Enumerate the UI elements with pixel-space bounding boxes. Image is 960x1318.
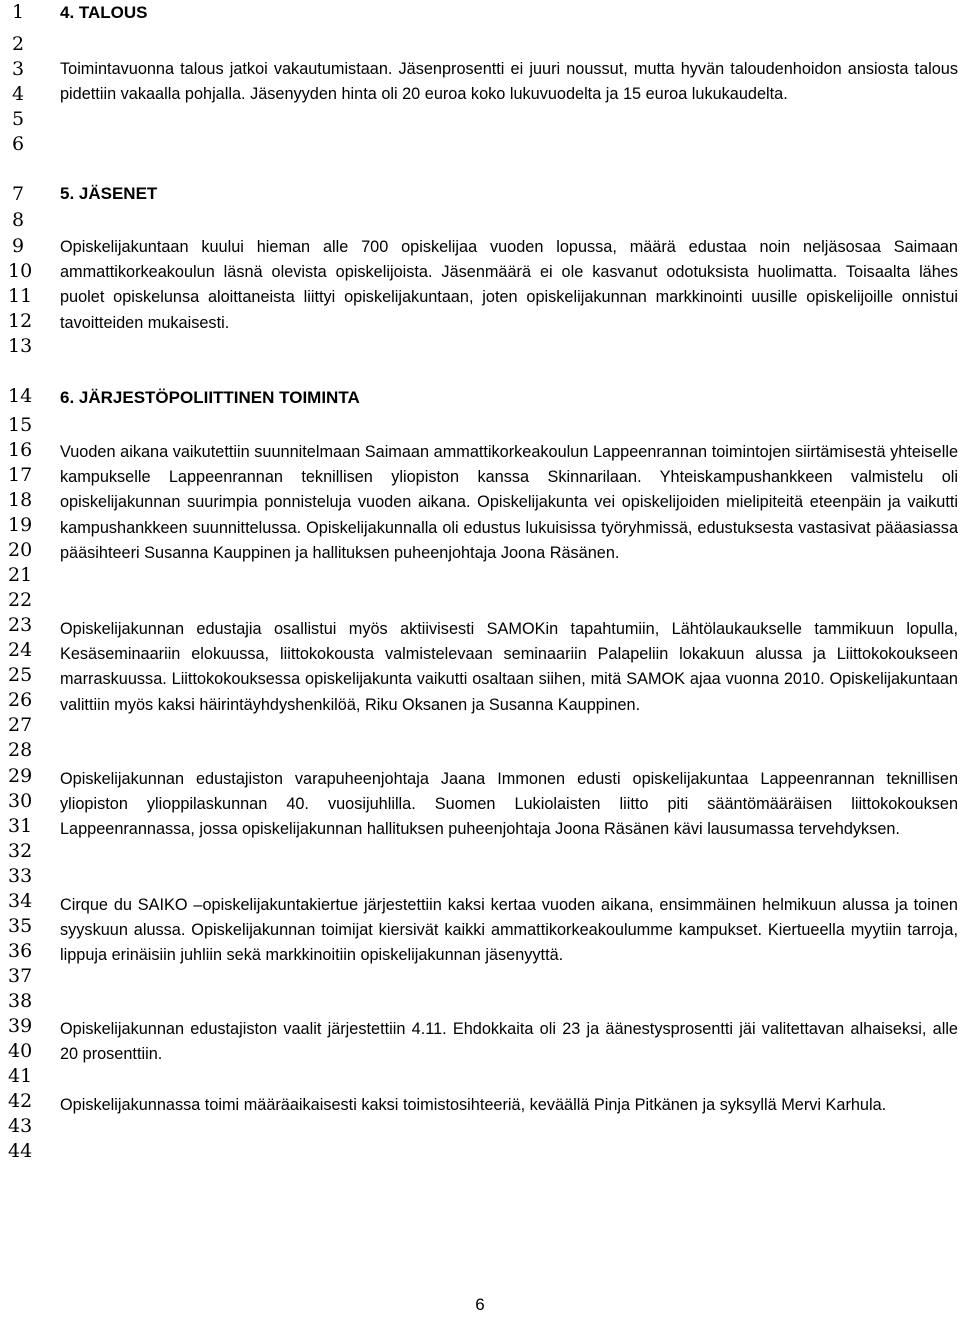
- line-number: 37: [8, 965, 33, 987]
- line-number: 12: [8, 310, 33, 332]
- line-number: 24: [8, 639, 33, 661]
- line-number: 28: [8, 739, 33, 761]
- line-number: 13: [8, 335, 33, 357]
- page-number: 6: [475, 1295, 485, 1314]
- paragraph-kiertue: Cirque du SAIKO –opiskelijakuntakiertue järjestettiin kaksi kertaa vuoden aikana, ensimmäinen helmikuun alussa ja toinen syyskuun alussa. Opiskelijakunnan toimijat kiersivät kaikki ammattikorkeakoulumme kampukset. Kiertueella myytiin tarroja, lippuja erinäisiin juhliin sekä markkinoitiin opiskelijakunnan jäsenyyttä.: [60, 896, 958, 965]
- line-number: 23: [8, 614, 33, 636]
- line-number: 44: [8, 1140, 33, 1162]
- line-number: 33: [8, 865, 33, 887]
- line-number: 25: [8, 664, 33, 686]
- line-number: 26: [8, 689, 33, 711]
- line-number: 9: [11, 235, 25, 257]
- line-number: 43: [8, 1115, 33, 1137]
- line-number: 10: [8, 260, 33, 282]
- line-number: 31: [8, 815, 33, 837]
- line-number: 30: [8, 790, 33, 812]
- line-number: 4: [11, 83, 25, 105]
- line-number: 15: [8, 414, 33, 436]
- line-number: 34: [8, 890, 33, 912]
- paragraph-talous: Toimintavuonna talous jatkoi vakautumistaan. Jäsenprosentti ei juuri noussut, mutta hyvän taloudenhoidon ansiosta talous pidettiin vakaalla pohjalla. Jäsenyyden hinta oli 20 euroa koko lukuvuodelta ja 15 euroa lukukaudelta.: [60, 60, 958, 104]
- paragraph-vaalit: Opiskelijakunnan edustajiston vaalit järjestettiin 4.11. Ehdokkaita oli 23 ja äänestysprosentti jäi valitettavan alhaiseksi, alle 20 prosenttiin.: [60, 1020, 958, 1064]
- line-number: 41: [8, 1065, 33, 1087]
- line-number: 2: [11, 33, 25, 55]
- line-number: 22: [8, 589, 33, 611]
- line-number: 40: [8, 1040, 33, 1062]
- line-number: 17: [8, 464, 33, 486]
- line-number: 11: [8, 285, 33, 307]
- line-number: 21: [8, 564, 33, 586]
- paragraph-kampus: Vuoden aikana vaikutettiin suunnitelmaan Saimaan ammattikorkeakoulun Lappeenrannan toimintojen siirtämisestä yhteiselle kampukselle Lappeenrannan teknillisen yliopiston kanssa Skinnarilaan. Yhteiskampushankkeen valmistelu oli opiskelijakunnan suurimpia ponnisteluja vuoden aikana. Opiskelijakunta vei opiskelijoiden mielipiteitä eteenpäin ja vaikutti kampushankkeen suunnittelussa. Opiskelijakunnalla oli edustus lukuisissa työryhmissä, edustuksesta vastasivat pääasiassa pääsihteeri Susanna Kauppinen ja hallituksen puheenjohtaja Joona Räsänen.: [60, 443, 958, 562]
- line-number: 29: [8, 765, 33, 787]
- line-number: 36: [8, 940, 33, 962]
- line-number: 1: [11, 1, 25, 23]
- line-number: 18: [8, 489, 33, 511]
- line-number: 14: [8, 385, 33, 407]
- line-number: 16: [8, 439, 33, 461]
- line-number: 19: [8, 514, 33, 536]
- line-number: 6: [11, 133, 25, 155]
- section-heading-jarjestopoliittinen: 6. JÄRJESTÖPOLIITTINEN TOIMINTA: [60, 388, 360, 407]
- line-number: 39: [8, 1015, 33, 1037]
- line-number: 3: [11, 58, 25, 80]
- line-number: 42: [8, 1090, 33, 1112]
- paragraph-toimistosihteerit: Opiskelijakunnassa toimi määräaikaisesti kaksi toimistosihteeriä, keväällä Pinja Pitkänen ja syksyllä Mervi Karhula.: [60, 1096, 887, 1114]
- line-number: 20: [8, 539, 33, 561]
- line-number: 38: [8, 990, 33, 1012]
- line-number: 8: [11, 209, 25, 231]
- paragraph-edustajisto: Opiskelijakunnan edustajiston varapuheenjohtaja Jaana Immonen edusti opiskelijakuntaa Lappeenrannan teknillisen yliopiston ylioppilaskunnan 40. vuosijuhlilla. Suomen Lukiolaisten liitto piti sääntömääräisen liittokokouksen Lappeenrannassa, jossa opiskelijakunnan hallituksen puheenjohtaja Joona Räsänen kävi lausumassa tervehdyksen.: [60, 770, 958, 839]
- line-number: 32: [8, 840, 33, 862]
- line-number: 27: [8, 714, 33, 736]
- paragraph-samok: Opiskelijakunnan edustajia osallistui myös aktiivisesti SAMOKin tapahtumiin, Lähtölaukaukselle tammikuun lopulla, Kesäseminaariin elokuussa, liittokokousta valmistelevaan seminaariin Palapeliin lokakuun alussa ja Liittokokoukseen marraskuussa. Liittokokouksessa opiskelijakunta vaikutti osaltaan siihen, mitä SAMOK ajaa vuonna 2010. Opiskelijakuntaan valittiin myös kaksi häirintäyhdyshenkilöä, Riku Oksanen ja Susanna Kauppinen.: [60, 620, 958, 714]
- paragraph-jasenet: Opiskelijakuntaan kuului hieman alle 700 opiskelijaa vuoden lopussa, määrä edustaa noin neljäsosaa Saimaan ammattikorkeakoulun läsnä olevista opiskelijoista. Jäsenmäärä ei ole kasvanut odotuksista huolimatta. Toisaalta lähes puolet opiskelunsa aloittaneista liittyi opiskelijakuntaan, joten opiskelijakunnan markkinointi uusille opiskelijoille onnistui tavoitteiden mukaisesti.: [60, 238, 958, 332]
- line-number: 5: [11, 108, 25, 130]
- line-number: 35: [8, 915, 33, 937]
- section-heading-jasenet: 5. JÄSENET: [60, 184, 158, 203]
- section-heading-talous: 4. TALOUS: [60, 3, 148, 22]
- line-number: 7: [11, 183, 25, 205]
